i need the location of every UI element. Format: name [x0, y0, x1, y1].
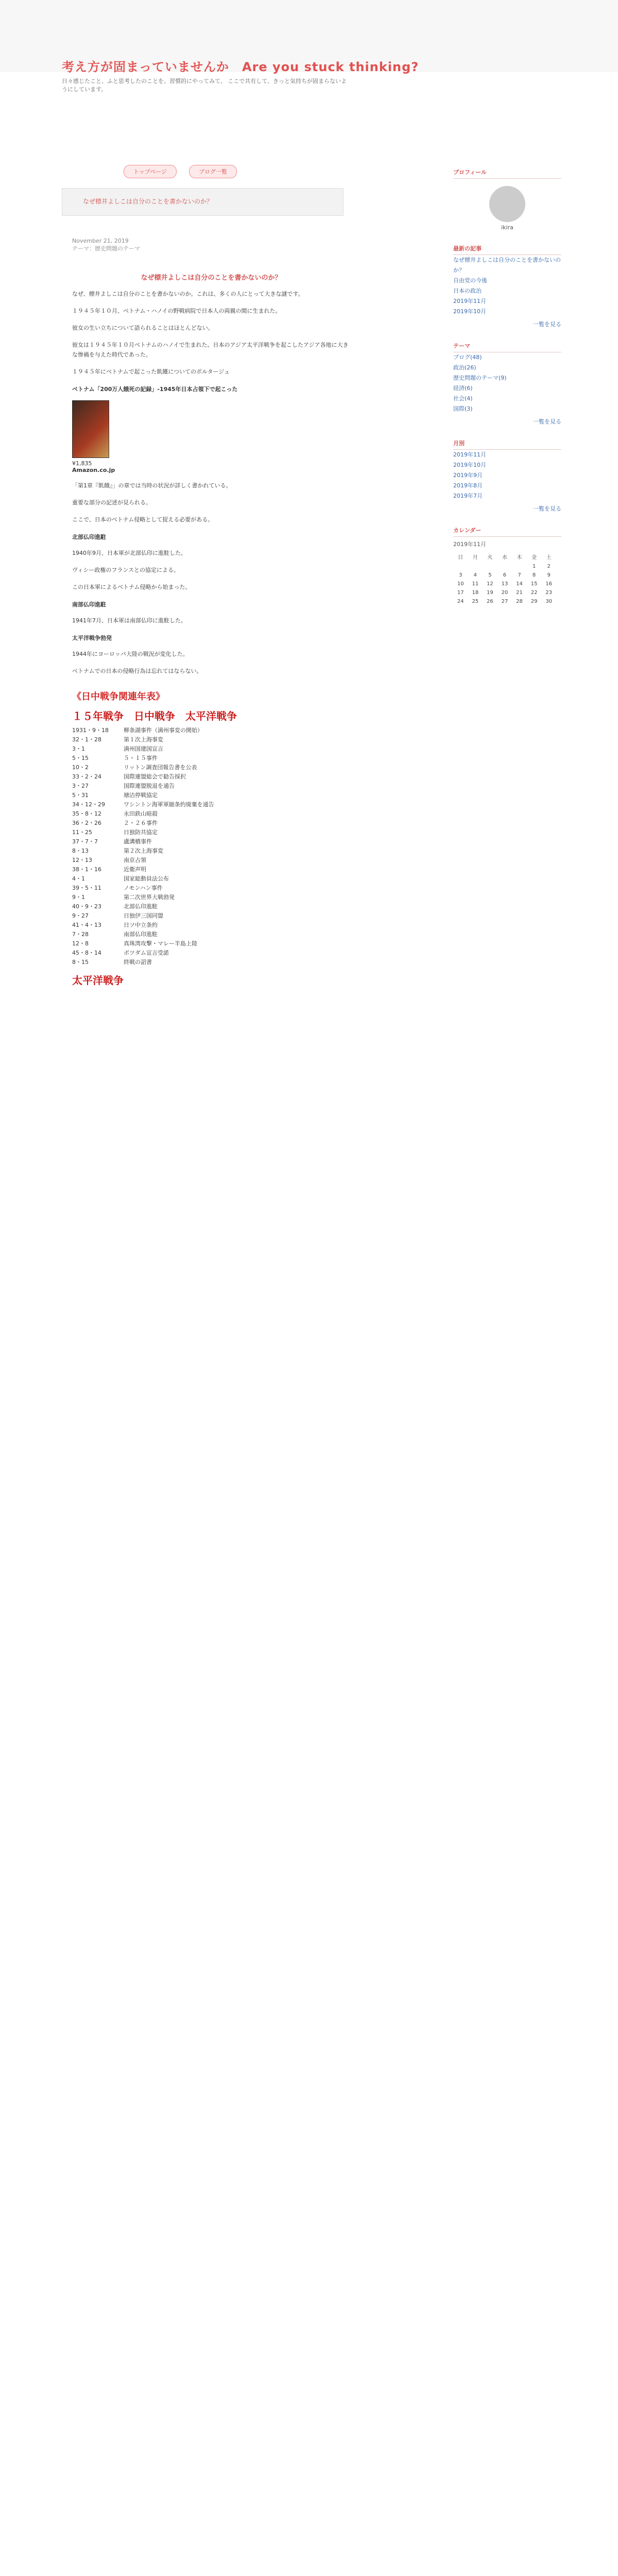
article-theme[interactable]: テーマ：歴史問題のテーマ — [72, 245, 140, 252]
sidebar-link[interactable]: 2019年7月 — [453, 493, 483, 499]
chronology-heading: １５年戦争 日中戦争 太平洋戦争 — [72, 710, 237, 722]
chronology-event: 終戦の詔書 — [124, 959, 152, 965]
chronology-event: 北部仏印進駐 — [124, 903, 158, 910]
chronology-event: ノモンハン事件 — [124, 885, 163, 891]
chronology-row — [72, 782, 350, 791]
chronology-row — [72, 958, 350, 967]
chronology-title: 《日中戦争関連年表》 — [72, 691, 165, 702]
chronology-event: 盧溝橋事件 — [124, 838, 152, 845]
section-heading: 太平洋戦争勃発 — [72, 635, 112, 641]
calendar-day[interactable]: 4 — [473, 572, 477, 578]
chronology-event: 真珠湾攻撃・マレー半島上陸 — [124, 940, 197, 947]
chronology-date: 12・13 — [72, 857, 92, 863]
chronology-date: 8・15 — [72, 959, 89, 965]
section-heading: 南部仏印進駐 — [72, 601, 106, 608]
sidebar-link[interactable]: 国際(3) — [453, 405, 473, 412]
calendar-weekday: 木 — [517, 555, 522, 561]
chronology-date: 7・28 — [72, 931, 89, 938]
chronology-date: 12・8 — [72, 940, 89, 947]
more-link[interactable]: 一覧を見る — [533, 418, 561, 425]
calendar-day[interactable]: 25 — [472, 599, 479, 604]
chronology-date: 33・2・24 — [72, 773, 101, 780]
calendar-day[interactable]: 2 — [547, 564, 551, 569]
profile-heading: プロフィール — [453, 168, 561, 179]
chronology-date: 1931・9・18 — [72, 727, 109, 734]
blog-description: 日々感じたこと、ふと思考したのことを。習慣的にやってみて、 ここで共有して、きっと気持ちが固まらないようにしています。 — [62, 78, 347, 93]
chronology-date: 32・1・28 — [72, 736, 101, 743]
article-paragraph: 「第1章『飢餓』」の章では当時の状況が詳しく書かれている。 — [72, 482, 232, 489]
chronology-event: 日独防共協定 — [124, 829, 158, 836]
article-paragraph: 1940年9月、日本軍が北部仏印に進駐した。 — [72, 550, 186, 556]
calendar-day[interactable]: 27 — [501, 599, 508, 604]
chronology-event: 第２次上海事変 — [124, 848, 163, 854]
sidebar-link[interactable]: 日本の政治 — [453, 287, 482, 294]
chronology-event: 第１次上海事変 — [124, 736, 163, 743]
calendar-day[interactable]: 26 — [487, 599, 493, 604]
sidebar-link[interactable]: 社会(4) — [453, 395, 473, 402]
chronology-row — [72, 772, 350, 782]
calendar-weekday: 土 — [546, 555, 552, 561]
calendar-day[interactable]: 21 — [516, 590, 523, 596]
chronology-event: ５・１５事件 — [124, 755, 158, 761]
breadcrumb — [62, 188, 344, 216]
chronology-date: 10・2 — [72, 764, 89, 771]
chronology-date: 39・5・11 — [72, 885, 101, 891]
chronology-event: 国家総動員法公布 — [124, 875, 169, 882]
sidebar-section-heading: 最新の記事 — [453, 244, 561, 255]
calendar-day[interactable]: 20 — [501, 590, 508, 596]
sidebar-sections — [453, 244, 561, 513]
calendar-day[interactable]: 23 — [545, 590, 553, 596]
article-date: November 21, 2019 — [72, 238, 129, 244]
book-shop-link[interactable]: Amazon.co.jp — [72, 467, 115, 473]
chronology-date: 5・15 — [72, 755, 89, 761]
chronology-row — [72, 837, 350, 846]
article-paragraph: 1944年にヨーロッパ大陸の戦況が変化した。 — [72, 651, 188, 657]
calendar-day[interactable]: 28 — [516, 599, 523, 604]
chronology-event: 日独伊三国同盟 — [124, 912, 163, 919]
chronology-date: 37・7・7 — [72, 838, 98, 845]
calendar-day[interactable]: 22 — [530, 590, 538, 596]
chronology-row — [72, 865, 350, 874]
article-paragraph: １９４５年にベトナムで起こった飢饉についてのポルタージュ — [72, 368, 230, 375]
sidebar-link[interactable]: 政治(26) — [453, 364, 476, 371]
chronology-event: 塘沽停戦協定 — [124, 792, 158, 799]
chronology-date: 3・27 — [72, 783, 89, 789]
chronology-event: 日ソ中立条約 — [124, 922, 158, 928]
chronology-date: 4・1 — [72, 875, 85, 882]
chronology-event: ポツダム宣言受諾 — [124, 950, 169, 956]
calendar-day — [497, 562, 512, 571]
chronology-event: ２・２６事件 — [124, 820, 158, 826]
chronology-row — [72, 893, 350, 902]
chronology-row — [72, 856, 350, 865]
sidebar-link[interactable]: 2019年8月 — [453, 482, 483, 489]
sidebar-link[interactable]: なぜ標井よしこは自分のことを書かないのか？ — [453, 257, 561, 274]
chronology-row — [72, 800, 350, 809]
chronology-row — [72, 846, 350, 856]
calendar-day[interactable]: 15 — [530, 581, 538, 587]
chronology-event: 南京占領 — [124, 857, 146, 863]
chronology-date: 9・1 — [72, 894, 85, 901]
calendar-day[interactable]: 14 — [516, 581, 523, 587]
calendar-day[interactable]: 16 — [545, 581, 553, 587]
article — [72, 237, 350, 987]
chronology-date: 38・1・16 — [72, 866, 101, 873]
chronology-date: 40・9・23 — [72, 903, 101, 910]
calendar — [453, 551, 556, 606]
calendar-day[interactable]: 3 — [459, 572, 462, 578]
chronology-date: 35・8・12 — [72, 810, 101, 817]
header-nav — [124, 165, 237, 178]
calendar-day[interactable]: 6 — [503, 572, 507, 578]
article-paragraph: 重要な部分の記述が見られる。 — [72, 499, 151, 506]
article-paragraph: ヴィシー政権のフランスとの協定による。 — [72, 567, 180, 573]
chronology-date: 34・12・29 — [72, 801, 105, 808]
chronology-event: ワシントン海軍軍縮条約廃棄を通告 — [124, 801, 214, 808]
section-heading: 北部仏印進駐 — [72, 534, 106, 540]
nav-blog-list[interactable]: ブログ一覧 — [189, 165, 237, 178]
article-paragraph: この日本軍によるベトナム侵略から始まった。 — [72, 584, 191, 590]
chronology-event: リットン調査団報告書を公表 — [124, 764, 197, 771]
sidebar-link[interactable]: 2019年11月 — [453, 298, 486, 304]
chronology-row — [72, 874, 350, 884]
chronology-date: 36・2・26 — [72, 820, 101, 826]
chronology-row — [72, 735, 350, 744]
sidebar-link[interactable]: 2019年10月 — [453, 462, 486, 468]
chronology-event: 国際連盟脱退を通告 — [124, 783, 175, 789]
calendar-day[interactable]: 18 — [472, 590, 479, 596]
book-cover-image[interactable] — [72, 400, 109, 458]
chronology-event: 第二次世界大戦勃発 — [124, 894, 175, 901]
calendar-day[interactable]: 1 — [532, 564, 536, 569]
sidebar-link[interactable]: 経済(6) — [453, 385, 473, 392]
article-paragraph: ベトナムでの日本の侵略行為は忘れてはならない。 — [72, 668, 202, 674]
calendar-day — [483, 562, 497, 571]
more-link[interactable]: 一覧を見る — [533, 321, 561, 328]
article-title: なぜ標井よしこは自分のことを書かないのか？ — [141, 274, 282, 282]
calendar-day — [512, 562, 527, 571]
calendar-day[interactable]: 19 — [487, 590, 493, 596]
article-paragraph: 1941年7月、日本軍は南部仏印に進駐した。 — [72, 617, 186, 624]
calendar-day[interactable]: 11 — [472, 581, 479, 587]
chronology-row — [72, 939, 350, 948]
chronology-row — [72, 791, 350, 800]
sidebar-link[interactable]: 歴史問題のテーマ(9) — [453, 375, 507, 381]
chronology-row — [72, 930, 350, 939]
sidebar-section-heading: 月別 — [453, 439, 561, 450]
chronology-row — [72, 911, 350, 921]
article-paragraph: 彼女の生い立ちについて語られることはほとんどない。 — [72, 325, 214, 331]
chronology-row — [72, 763, 350, 772]
sidebar-link[interactable]: 2019年10月 — [453, 308, 486, 315]
calendar-day — [468, 562, 483, 571]
chronology-event: 国際連盟総会で勧告採択 — [124, 773, 186, 780]
sidebar-link[interactable]: 自由党の今後 — [453, 277, 487, 284]
chronology-row — [72, 744, 350, 754]
calendar-day — [453, 562, 468, 571]
sidebar — [453, 155, 561, 606]
article-paragraph: １９４５年１０月、ベトナム・ハノイの野戦病院で日本人の両親の間に生まれた。 — [72, 308, 281, 314]
chronology-heading: 太平洋戦争 — [72, 974, 124, 987]
chronology-row — [72, 754, 350, 763]
blog-title[interactable]: 考え方が固まっていませんか Are you stuck thinking? — [62, 60, 419, 74]
sidebar-link[interactable]: 2019年9月 — [453, 472, 483, 479]
chronology-row — [72, 948, 350, 958]
breadcrumb-text[interactable]: なぜ標井よしこは自分のことを書かないのか？ — [83, 198, 213, 205]
more-link[interactable]: 一覧を見る — [533, 505, 561, 512]
profile-name[interactable]: ikira — [501, 224, 513, 231]
calendar-day[interactable]: 12 — [487, 581, 493, 587]
calendar-weekday: 火 — [487, 555, 493, 561]
calendar-day[interactable]: 30 — [545, 599, 553, 604]
book-caption[interactable]: ベトナム「200万人餓死の記録」-1945年日本占領下で起こった — [72, 386, 238, 393]
calendar-day[interactable]: 8 — [532, 572, 536, 578]
chronology-row — [72, 902, 350, 911]
book-price: ¥1,835 — [72, 460, 92, 467]
chronology-date: 5・31 — [72, 792, 89, 799]
chronology-row — [72, 819, 350, 828]
sidebar-section-heading: テーマ — [453, 342, 561, 352]
chronology-date: 3・1 — [72, 745, 85, 752]
chronology-row — [72, 921, 350, 930]
chronology-event: 柳条湖事件（満州事変の開始） — [124, 727, 203, 734]
calendar-weekday: 日 — [458, 555, 464, 561]
avatar[interactable] — [489, 186, 525, 222]
sidebar-link[interactable]: ブログ(48) — [453, 354, 482, 361]
calendar-heading: カレンダー — [453, 526, 561, 537]
calendar-day[interactable]: 24 — [457, 599, 464, 604]
calendar-weekday: 水 — [502, 555, 507, 561]
chronology-date: 9・27 — [72, 912, 89, 919]
calendar-month: 2019年11月 — [453, 541, 486, 548]
article-paragraph: 彼女は１９４５年１０月ベトナムのハノイで生まれた。日本のアジア太平洋戦争を起こしたアジア各地に大きな惨禍を与えた時代であった。 — [72, 342, 349, 358]
article-paragraph: なぜ、標井よしこは自分のことを書かないのか。これは、多くの人にとって大きな謎です。 — [72, 291, 304, 297]
chronology-event: 満州国建国宣言 — [124, 745, 163, 752]
chronology-event: 南部仏印進駐 — [124, 931, 158, 938]
chronology-event: 永田鉄山暗殺 — [124, 810, 158, 817]
calendar-day[interactable]: 7 — [518, 572, 521, 578]
chronology-row — [72, 809, 350, 819]
calendar-day[interactable]: 5 — [488, 572, 492, 578]
calendar-day[interactable]: 17 — [457, 590, 464, 596]
chronology-date: 45・8・14 — [72, 950, 101, 956]
calendar-day[interactable]: 10 — [457, 581, 464, 587]
chronology-date: 11・25 — [72, 829, 92, 836]
chronology-list — [72, 726, 350, 967]
calendar-day[interactable]: 13 — [501, 581, 508, 587]
chronology-date: 41・4・13 — [72, 922, 101, 928]
chronology-date: 8・13 — [72, 848, 89, 854]
nav-top[interactable]: トップページ — [124, 165, 177, 178]
chronology-row — [72, 726, 350, 735]
calendar-weekday: 金 — [531, 555, 537, 561]
article-paragraph: ここで、日本のベトナム侵略として捉える必要がある。 — [72, 516, 214, 523]
calendar-day[interactable]: 29 — [530, 599, 538, 604]
calendar-day[interactable]: 9 — [547, 572, 551, 578]
calendar-weekday: 月 — [472, 555, 478, 561]
chronology-event: 近衛声明 — [124, 866, 146, 873]
chronology-row — [72, 884, 350, 893]
sidebar-link[interactable]: 2019年11月 — [453, 451, 486, 458]
chronology-row — [72, 828, 350, 837]
